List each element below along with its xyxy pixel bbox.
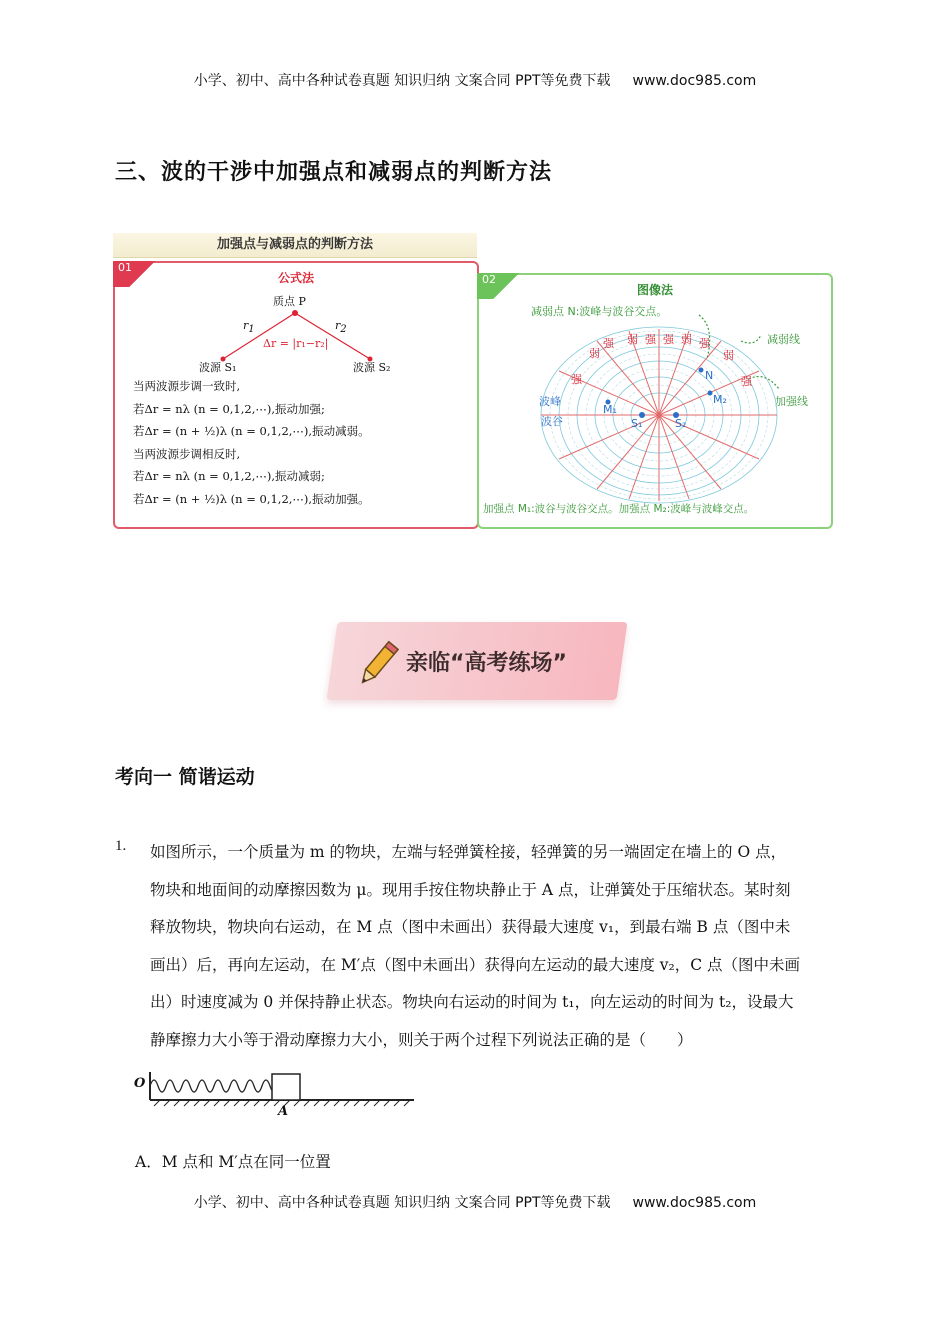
panel-tag-02: 02 — [477, 273, 521, 299]
interference-pattern — [479, 275, 831, 527]
strong-mark: 强 — [741, 375, 752, 388]
pencil-icon — [356, 638, 400, 690]
r1-text: r — [243, 319, 249, 332]
panel-tag-01: 01 — [113, 261, 157, 287]
weak-mark: 弱 — [723, 349, 734, 362]
strong-mark: 强 — [603, 337, 614, 350]
point-o-label: O — [134, 1076, 146, 1091]
crest-label: 波峰 — [539, 395, 561, 408]
subsection-title: 考向一 简谐运动 — [115, 766, 255, 788]
strong-mark: 强 — [645, 333, 656, 346]
weak-mark: 弱 — [589, 347, 600, 360]
n-label: N — [705, 369, 714, 382]
strong-points-note: 加强点 M₁:波谷与波谷交点。加强点 M₂:波峰与波峰交点。 — [483, 503, 755, 515]
source-s2-label: 波源 S₂ — [353, 361, 391, 374]
condition-line: 若Δr = nλ (n = 0,1,2,⋯),振动加强; — [133, 401, 325, 416]
condition-line: 若Δr = nλ (n = 0,1,2,⋯),振动减弱; — [133, 469, 325, 483]
graph-method-heading: 图像法 — [636, 283, 673, 297]
weak-line-label: 减弱线 — [767, 333, 800, 346]
r2-label: $r_2$ — [335, 319, 347, 336]
source-s1-label: 波源 S₁ — [199, 361, 237, 374]
spring-block-diagram — [132, 1068, 422, 1124]
question-line: 如图所示，一个质量为 m 的物块，左端与轻弹簧栓接，轻弹簧的另一端固定在墙上的 O 点， — [150, 843, 787, 861]
banner-text: 亲临“高考练场” — [406, 651, 567, 676]
section-title: 三、波的干涉中加强点和减弱点的判断方法 — [115, 160, 553, 185]
s2-label: S₂ — [675, 417, 687, 430]
r1-label: $r_1$ — [243, 319, 255, 336]
page-header — [0, 70, 950, 90]
footer-text: 小学、初中、高中各种试卷真题 知识归纳 文案合同 PPT等免费下载 — [193, 1195, 611, 1211]
question-line: 出）时速度减为 0 并保持静止状态。物块向右运动的时间为 t₁，向左运动的时间为 t₂，设最大 — [150, 993, 794, 1011]
s1-label: S₁ — [631, 417, 643, 430]
strong-line-label: 加强线 — [775, 395, 808, 408]
strong-mark: 强 — [663, 333, 674, 346]
condition-line: 若Δr = (n + ½)λ (n = 0,1,2,⋯),振动减弱。 — [133, 424, 370, 438]
weak-point-note: 减弱点 N:波峰与波谷交点。 — [531, 305, 668, 318]
formula-panel — [113, 261, 479, 529]
delta-r-formula: Δr = |r₁−r₂| — [263, 337, 329, 350]
strong-mark: 强 — [571, 373, 582, 386]
condition-line: 若Δr = (n + ½)λ (n = 0,1,2,⋯),振动加强。 — [133, 491, 370, 506]
header-site[interactable]: www.doc985.com — [632, 73, 757, 89]
question-number: 1. — [115, 838, 127, 854]
interference-figure — [113, 233, 833, 529]
option-a: A．M 点和 M′点在同一位置 — [135, 1153, 331, 1171]
figure-title: 加强点与减弱点的判断方法 — [113, 233, 477, 258]
page-footer — [0, 1192, 950, 1212]
condition-line: 当两波源步调相反时, — [133, 446, 241, 461]
r2-text: r — [335, 319, 341, 332]
practice-banner — [322, 622, 628, 706]
formula-conditions — [133, 375, 370, 510]
condition-line: 当两波源步调一致时, — [133, 379, 241, 393]
weak-mark: 弱 — [681, 333, 692, 346]
question-line: 释放物块，物块向右运动，在 M 点（图中未画出）获得最大速度 v₁，到最右端 B 点（图中未 — [150, 918, 791, 936]
point-p-label: 质点 P — [273, 295, 306, 308]
footer-site[interactable]: www.doc985.com — [632, 1195, 757, 1211]
question-line: 画出）后，再向左运动，在 M′点（图中未画出）获得向左运动的最大速度 v₂，C 点（图中未画 — [150, 955, 801, 974]
spring-diagram-drawing — [132, 1068, 422, 1124]
formula-method-heading: 公式法 — [277, 271, 314, 285]
path-difference-diagram — [115, 263, 477, 373]
graph-panel — [477, 273, 833, 529]
question-line: 静摩擦力大小等于滑动摩擦力大小，则关于两个过程下列说法正确的是（ ） — [150, 1030, 693, 1049]
weak-mark: 弱 — [627, 333, 638, 346]
trough-label: 波谷 — [541, 415, 563, 428]
point-a-label: A — [278, 1104, 289, 1119]
question-line: 物块和地面间的动摩擦因数为 μ。现用手按住物块静止于 A 点，让弹簧处于压缩状态。某时刻 — [150, 880, 791, 899]
header-text: 小学、初中、高中各种试卷真题 知识归纳 文案合同 PPT等免费下载 — [193, 73, 611, 89]
strong-mark: 强 — [699, 337, 710, 350]
m1-label: M₁ — [603, 403, 617, 416]
question-stem — [150, 834, 840, 1059]
m2-label: M₂ — [713, 393, 727, 406]
